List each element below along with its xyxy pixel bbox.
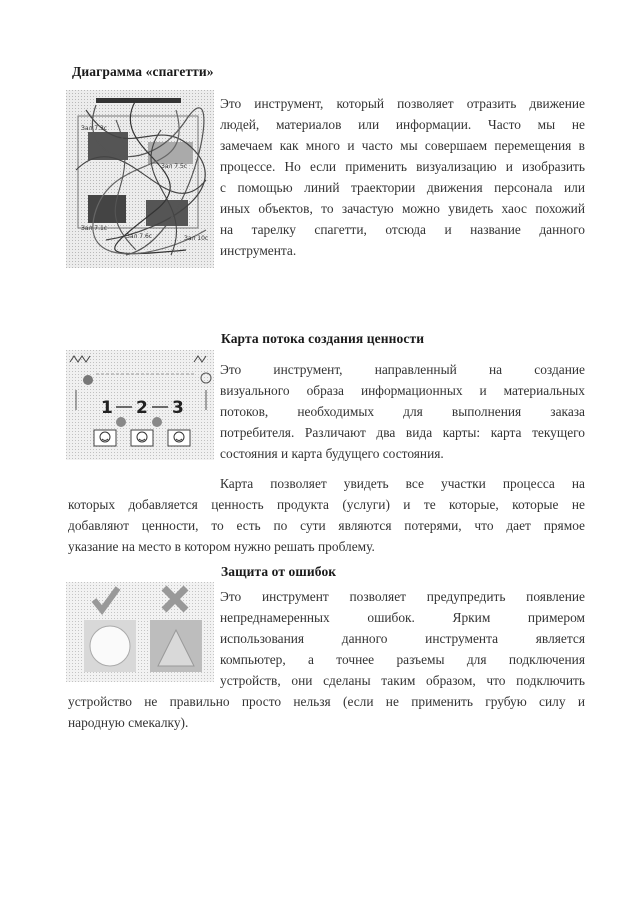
value-stream-map-image [66, 350, 214, 460]
text-line: потоков, необходимых для выполнения заказа [220, 404, 585, 419]
text-line: Это инструмент позволяет предупредить появление [220, 589, 585, 604]
text-line: процессе. Но если применить визуализацию и изобразить [220, 159, 585, 174]
text-line: Карта позволяет увидеть все участки процесса на [220, 476, 585, 491]
text-line: инструмента. [220, 243, 297, 258]
text-line: замечаем как много и часто мы совершаем перемещения в [220, 138, 585, 153]
text-line: визуального образа информационных и материальных [220, 383, 585, 398]
spaghetti-diagram-image [66, 90, 214, 268]
spaghetti-label: Зал 10с [184, 235, 209, 242]
text-line: иных объектов, то зачастую можно увидеть хаос похожий [220, 201, 585, 216]
spaghetti-label: Зал 7.5с [161, 163, 188, 170]
text-line: людей, материалов или информации. Часто мы не [220, 117, 585, 132]
vsm-number: 2 [136, 398, 148, 418]
spaghetti-label: Зал 7.3с [81, 125, 108, 132]
text-line: добавляют ценности, то есть по сути являются потерями, что дает прямое [68, 518, 585, 533]
text-line: Это инструмент, который позволяет отразить движение [220, 96, 585, 111]
text-line: потребителя. Различают два вида карты: карта текущего [220, 425, 585, 440]
text-line: непреднамеренных ошибок. Ярким примером [220, 610, 585, 625]
heading-error-proofing: Защита от ошибок [221, 564, 337, 579]
text-line: устройств, они сделаны таким образом, что подключить [220, 673, 585, 688]
text-line: указание на место в котором нужно решать проблему. [68, 539, 375, 554]
heading-value-stream-map: Карта потока создания ценности [221, 331, 425, 346]
vsm-number: 1 [101, 398, 113, 418]
text-line: устройство не правильно просто нельзя (если не применить грубую силу и [68, 694, 585, 709]
heading-spaghetti-diagram: Диаграмма «спагетти» [72, 64, 214, 79]
text-line: которых добавляется ценность продукта (услуги) и те которые, которые не [68, 497, 585, 512]
error-proofing-image [66, 582, 214, 682]
text-line: на тарелку спагетти, отсюда и название данного [220, 222, 585, 237]
text-line: Это инструмент, направленный на создание [220, 362, 585, 377]
vsm-number: 3 [172, 398, 184, 418]
text-line: с помощью линий траектории движения персонала или [220, 180, 585, 195]
spaghetti-label: Зал 7.6с [126, 233, 153, 240]
text-line: состояния и карта будущего состояния. [220, 446, 444, 461]
text-line: использования данного инструмента является [220, 631, 585, 646]
text-line: компьютер, а точнее разъемы для подключения [220, 652, 585, 667]
text-line: народную смекалку). [68, 715, 189, 730]
spaghetti-label: Зал 7.1с [81, 225, 108, 232]
